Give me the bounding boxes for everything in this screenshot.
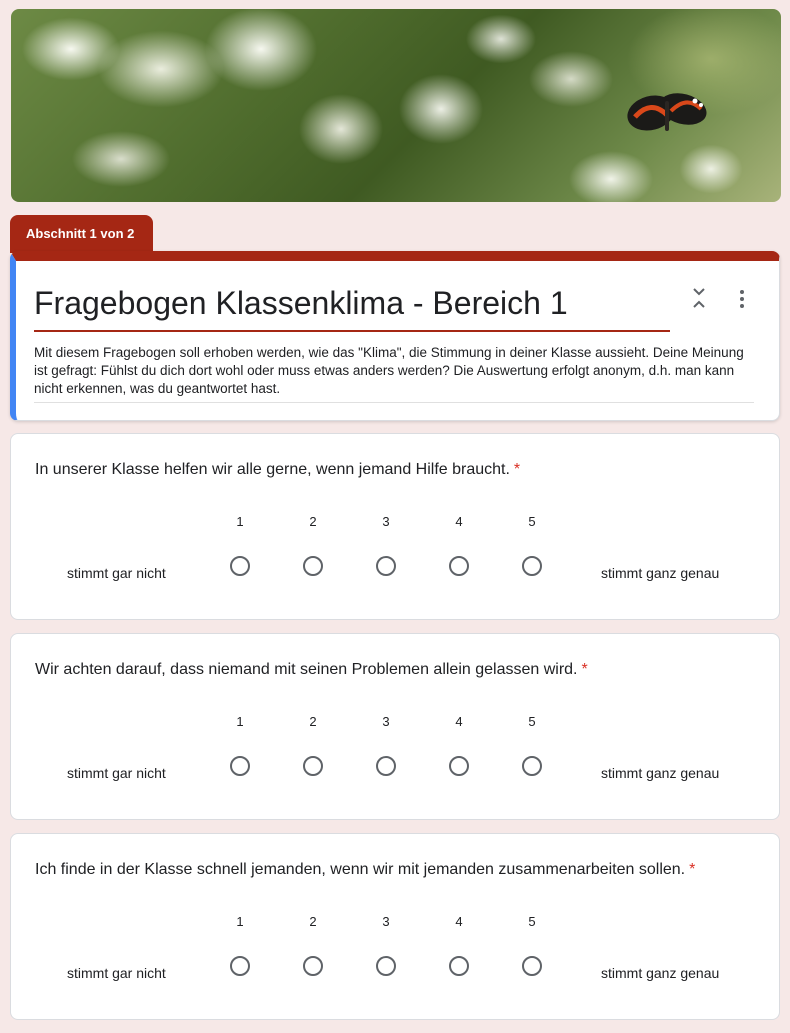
- scale-number: 3: [382, 714, 390, 729]
- section-tab-label: Abschnitt 1 von 2: [26, 226, 135, 241]
- scale-label-low: stimmt gar nicht: [67, 765, 166, 781]
- question-text: [35, 861, 695, 879]
- scale-number: 2: [309, 714, 317, 729]
- radio-option-2[interactable]: [303, 756, 323, 776]
- question-card: [10, 633, 780, 820]
- scale-label-high: stimmt ganz genau: [601, 965, 720, 981]
- scale-number: 4: [455, 514, 463, 529]
- radio-option-1[interactable]: [230, 556, 250, 576]
- required-marker: *: [581, 661, 588, 678]
- form-description: Mit diesem Fragebogen soll erhoben werden, wie das "Klima", die Stimmung in deiner Klasse aussieht. Deine Meinung ist gefragt: Fühlst du dich dort wohl oder muss etwas anders werden? Die Auswertung erfolgt anonym, d.h. man kann nicht erkennen, was du geantwortet hast.: [34, 344, 754, 403]
- scale-number: 2: [309, 914, 317, 929]
- scale-number: 5: [528, 714, 536, 729]
- scale-number: 1: [236, 914, 244, 929]
- radio-option-1[interactable]: [230, 756, 250, 776]
- radio-option-2[interactable]: [303, 956, 323, 976]
- section-tab: [10, 215, 153, 253]
- radio-option-2[interactable]: [303, 556, 323, 576]
- header-banner-image: [11, 9, 781, 202]
- radio-option-5[interactable]: [522, 756, 542, 776]
- radio-option-4[interactable]: [449, 756, 469, 776]
- scale-number: 4: [455, 714, 463, 729]
- form-title-card: [10, 251, 780, 421]
- butterfly-icon: [621, 87, 711, 142]
- scale-label-high: stimmt ganz genau: [601, 765, 720, 781]
- scale-label-low: stimmt gar nicht: [67, 965, 166, 981]
- scale-label-high: stimmt ganz genau: [601, 565, 720, 581]
- radio-option-3[interactable]: [376, 956, 396, 976]
- scale-number: 5: [528, 514, 536, 529]
- form-title: Fragebogen Klassenklima - Bereich 1: [34, 285, 670, 332]
- radio-option-5[interactable]: [522, 956, 542, 976]
- radio-option-3[interactable]: [376, 556, 396, 576]
- scale-label-low: stimmt gar nicht: [67, 565, 166, 581]
- scale-number: 2: [309, 514, 317, 529]
- radio-option-1[interactable]: [230, 956, 250, 976]
- required-marker: *: [689, 861, 696, 878]
- question-label: Ich finde in der Klasse schnell jemanden, wenn wir mit jemanden zusammenarbeiten sollen.: [35, 861, 686, 878]
- question-text: [35, 661, 588, 679]
- required-marker: *: [513, 461, 521, 478]
- radio-option-4[interactable]: [449, 956, 469, 976]
- scale-number: 3: [382, 914, 390, 929]
- question-card: [10, 833, 780, 1020]
- collapse-icon[interactable]: [692, 287, 706, 309]
- question-text: [35, 461, 520, 479]
- radio-option-3[interactable]: [376, 756, 396, 776]
- radio-option-4[interactable]: [449, 556, 469, 576]
- question-label: Wir achten darauf, dass niemand mit seinen Problemen allein gelassen wird.: [35, 661, 578, 678]
- scale-number: 3: [382, 514, 390, 529]
- radio-option-5[interactable]: [522, 556, 542, 576]
- question-label: In unserer Klasse helfen wir alle gerne, wenn jemand Hilfe braucht.: [35, 461, 510, 478]
- question-card: [10, 433, 780, 620]
- more-options-icon[interactable]: [738, 289, 746, 309]
- scale-number: 5: [528, 914, 536, 929]
- scale-number: 1: [236, 714, 244, 729]
- scale-number: 4: [455, 914, 463, 929]
- scale-number: 1: [236, 514, 244, 529]
